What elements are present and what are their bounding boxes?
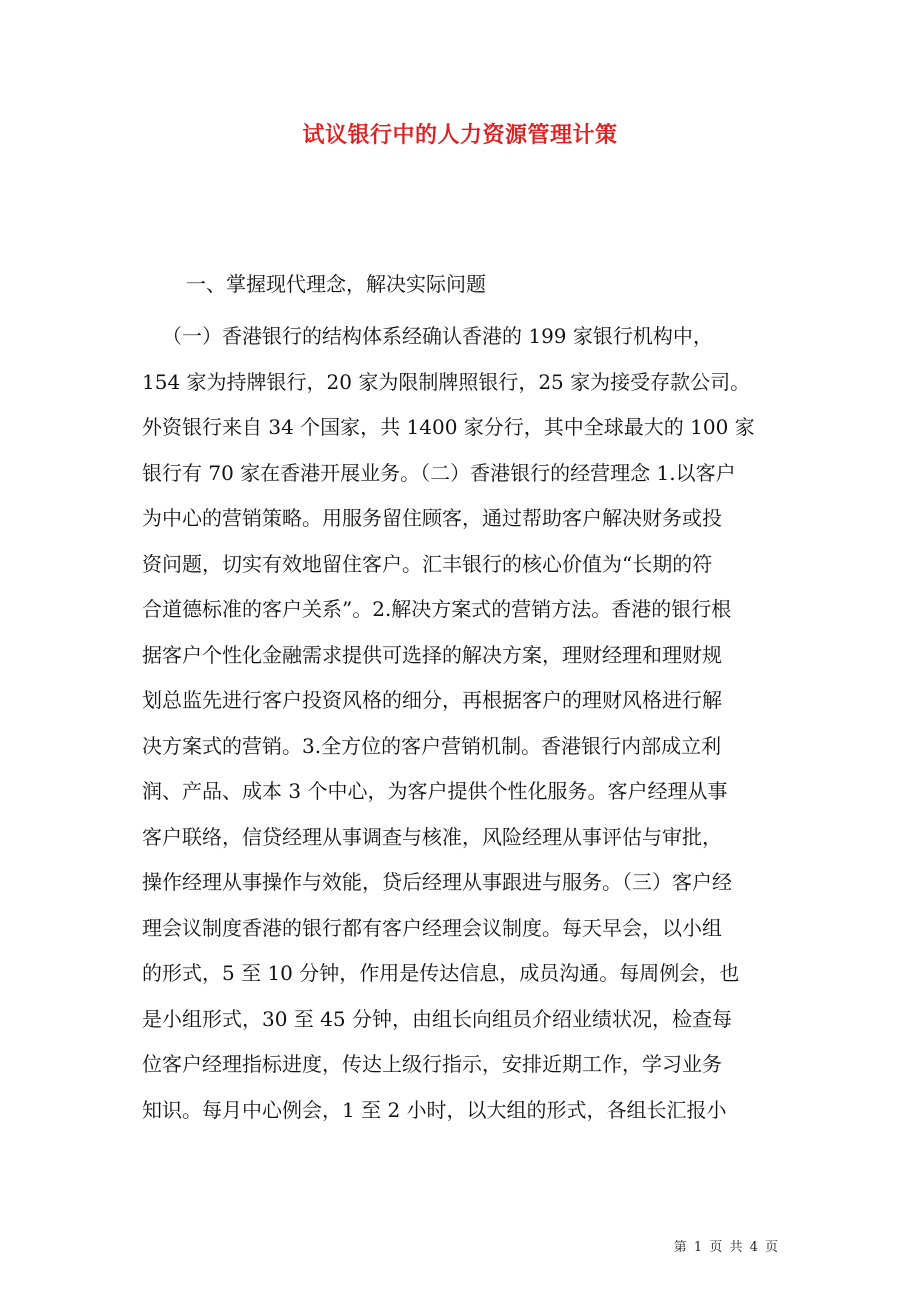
document-title: 试议银行中的人力资源管理计策 xyxy=(302,122,618,148)
paragraph-line: 资问题，切实有效地留住客户。汇丰银行的核心价值为“长期的符 xyxy=(142,551,713,576)
paragraph-line: （一）香港银行的结构体系经确认香港的 199 家银行机构中， xyxy=(162,324,713,348)
paragraph-line: 是小组形式，30 至 45 分钟，由组长向组员介绍业绩状况，检查每 xyxy=(142,1006,732,1031)
paragraph-line: 客户联络，信贷经理从事调查与核准，风险经理从事评估与审批， xyxy=(142,824,722,849)
paragraph-line: 据客户个性化金融需求提供可选择的解决方案，理财经理和理财规 xyxy=(142,642,722,667)
paragraph-line: 决方案式的营销。3.全方位的客户营销机制。香港银行内部成立利 xyxy=(142,733,722,758)
paragraph-line: 银行有 70 家在香港开展业务。（二）香港银行的经营理念 1.以客户 xyxy=(142,460,736,485)
paragraph-line: 理会议制度香港的银行都有客户经理会议制度。每天早会，以小组 xyxy=(142,915,722,940)
paragraph-line: 位客户经理指标进度，传达上级行指示，安排近期工作，学习业务 xyxy=(142,1052,722,1076)
paragraph-line: 合道德标准的客户关系”。2.解决方案式的营销方法。香港的银行根 xyxy=(142,597,732,621)
paragraph-line: 操作经理从事操作与效能，贷后经理从事跟进与服务。（三）客户经 xyxy=(142,870,732,894)
section-heading: 一、掌握现代理念，解决实际问题 xyxy=(186,272,486,296)
paragraph-line: 划总监先进行客户投资风格的细分，再根据客户的理财风格进行解 xyxy=(142,688,722,712)
body-paragraph xyxy=(142,314,782,1133)
page-number: 第 1 页 共 4 页 xyxy=(673,1240,778,1255)
paragraph-line: 外资银行来自 34 个国家，共 1400 家分行，其中全球最大的 100 家 xyxy=(142,415,755,439)
paragraph-line: 为中心的营销策略。用服务留住顾客，通过帮助客户解决财务或投 xyxy=(142,506,722,530)
paragraph-line: 润、产品、成本 3 个中心，为客户提供个性化服务。客户经理从事 xyxy=(142,779,728,803)
paragraph-line: 知识。每月中心例会，1 至 2 小时，以大组的形式，各组长汇报小 xyxy=(142,1097,727,1122)
paragraph-line: 的形式，5 至 10 分钟，作用是传达信息，成员沟通。每周例会，也 xyxy=(142,961,740,985)
paragraph-line: 154 家为持牌银行，20 家为限制牌照银行，25 家为接受存款公司。 xyxy=(142,369,751,394)
